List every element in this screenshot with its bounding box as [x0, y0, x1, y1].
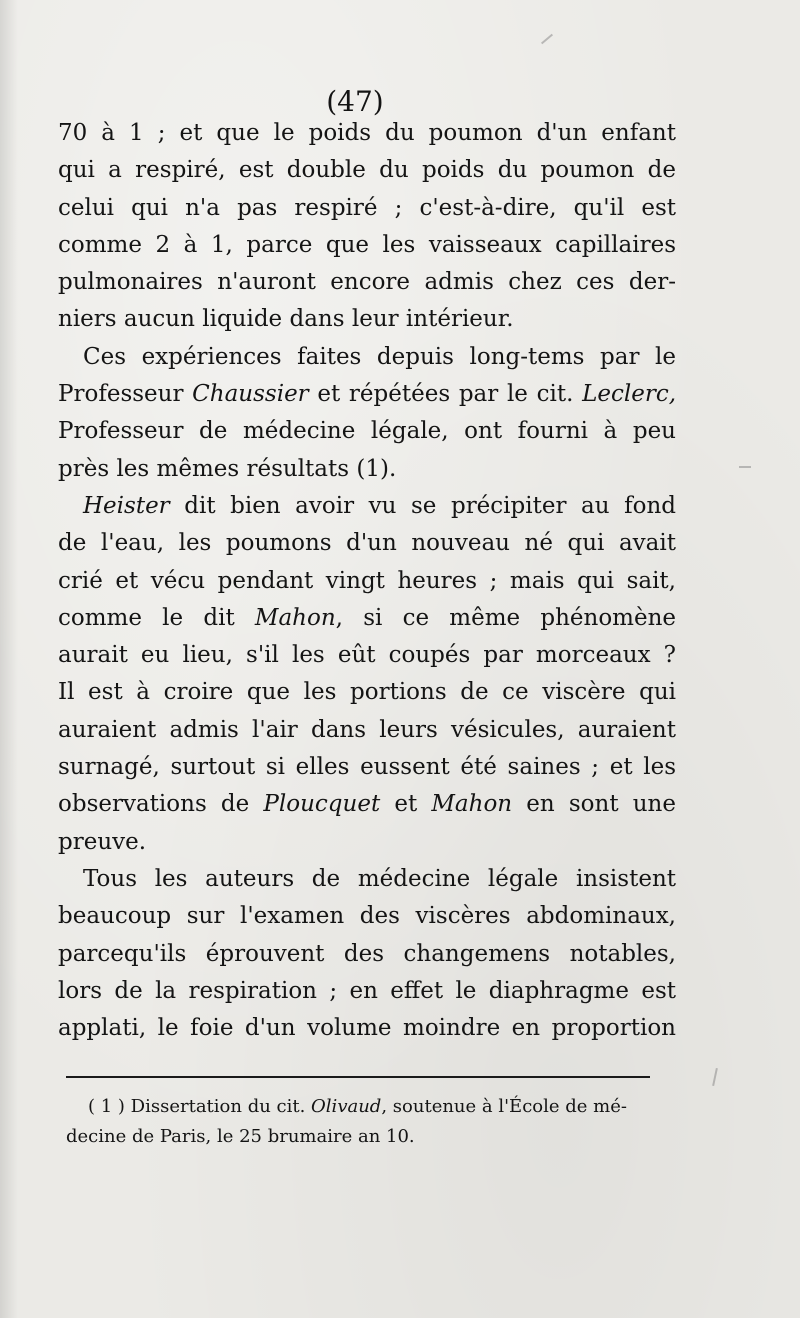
text-line: 70 à 1 ; et que le poids du poumon d'un enfant: [58, 120, 676, 146]
text-line: qui a respiré, est double du poids du poumon de: [58, 157, 676, 184]
text-line: crié et vécu pendant vingt heures ; mais qui sait,: [58, 567, 676, 594]
text-fragment: et répétées par le cit.: [308, 381, 583, 408]
italic-name: Ploucquet: [263, 791, 381, 818]
paper-mark: [739, 466, 751, 468]
text-line: Il est à croire que les portions de ce viscère qui: [58, 679, 676, 706]
footnote-line: decine de Paris, le 25 brumaire an 10.: [66, 1126, 415, 1147]
paper-mark: [712, 1068, 718, 1086]
text-line: [58, 488, 676, 525]
text-line: parcequ'ils éprouvent des changemens notables,: [58, 940, 676, 967]
text-line: [58, 600, 676, 637]
paper-mark: [541, 34, 553, 45]
text-line: [58, 786, 676, 823]
text-line: comme 2 à 1, parce que les vaisseaux capillaires: [58, 231, 676, 258]
text-line: [58, 376, 676, 413]
text-fragment: en sont une: [512, 791, 676, 818]
page-gutter-shadow: [0, 0, 18, 1318]
text-line: près les mêmes résultats (1).: [58, 455, 397, 482]
italic-name: Chaussier: [192, 381, 309, 408]
text-line: surnagé, surtout si elles eussent été saines ; et les: [58, 754, 676, 781]
text-fragment: ( 1 ) Dissertation du cit.: [88, 1096, 312, 1117]
text-fragment: dit bien avoir vu se précipiter au fond: [169, 492, 676, 519]
text-line: pulmonaires n'auront encore admis chez ces der-: [58, 269, 676, 296]
text-line: Professeur de médecine légale, ont fourni à peu: [58, 418, 676, 445]
footnote-divider: [66, 1076, 650, 1078]
text-line: lors de la respiration ; en effet le diaphragme est: [58, 977, 676, 1004]
text-line: preuve.: [58, 828, 147, 855]
text-fragment: Professeur: [58, 381, 193, 408]
italic-name: Heister: [83, 492, 170, 519]
text-line: Ces expériences faites depuis long-tems par le: [83, 343, 676, 370]
text-line: auraient admis l'air dans leurs vésicules, auraient: [58, 716, 676, 743]
text-line: applati, le foie d'un volume moindre en proportion: [58, 1015, 676, 1042]
italic-name: Olivaud: [311, 1096, 382, 1117]
text-line: de l'eau, les poumons d'un nouveau né qui avait: [58, 530, 676, 557]
text-fragment: comme le dit: [58, 604, 255, 631]
footnote-line: [66, 1092, 680, 1122]
text-line: Tous les auteurs de médecine légale insistent: [83, 865, 676, 892]
body-text: [58, 115, 676, 1047]
text-line: celui qui n'a pas respiré ; c'est-à-dire, qu'il est: [58, 194, 676, 221]
text-fragment: observations de: [58, 791, 264, 818]
footnote: [66, 1092, 680, 1152]
text-fragment: et: [380, 791, 432, 818]
italic-name: Mahon: [254, 604, 336, 631]
italic-name: Mahon: [431, 791, 513, 818]
italic-name: Leclerc,: [582, 381, 677, 408]
text-fragment: , soutenue à l'École de mé-: [381, 1096, 627, 1117]
text-line: niers aucun liquide dans leur intérieur.: [58, 306, 514, 333]
text-line: aurait eu lieu, s'il les eût coupés par morceaux ?: [58, 642, 676, 669]
text-line: beaucoup sur l'examen des viscères abdominaux,: [58, 903, 676, 930]
text-fragment: , si ce même phénomène: [335, 604, 677, 631]
page-number: (47): [326, 85, 384, 118]
